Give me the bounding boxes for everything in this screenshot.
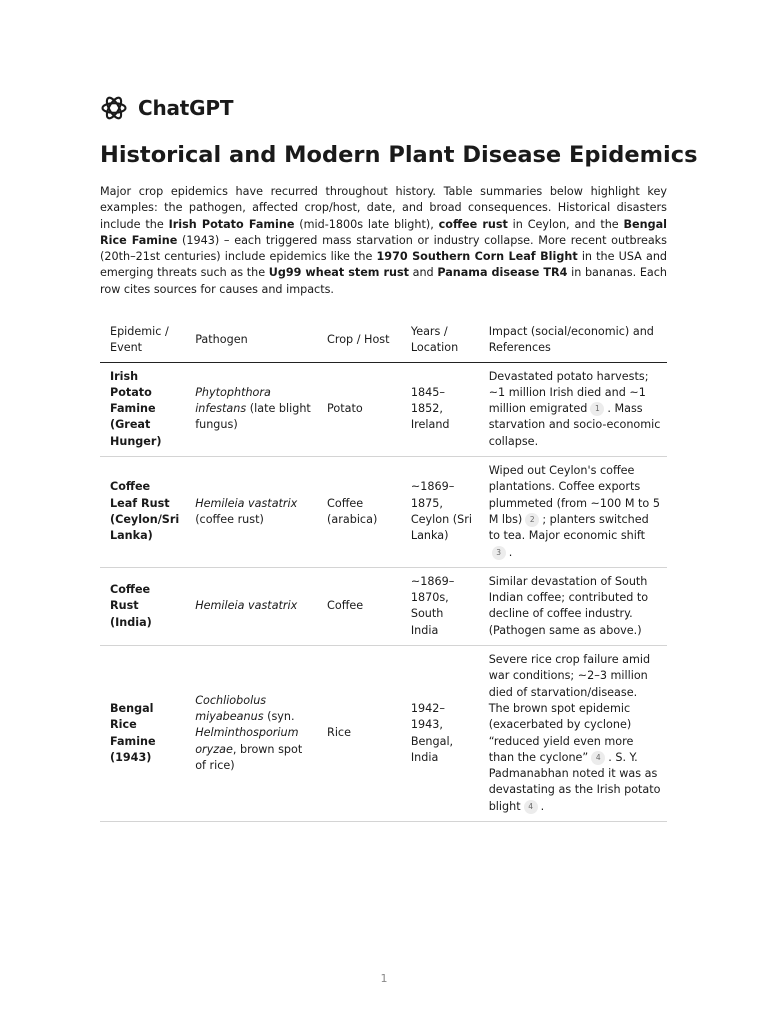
- table-row: [100, 362, 667, 456]
- citation-badge[interactable]: 4: [591, 751, 605, 765]
- page-number: 1: [380, 972, 388, 985]
- column-header-pathogen: Pathogen: [185, 320, 317, 362]
- pathogen-species: Cochliobolus miyabeanus: [195, 693, 267, 724]
- years-cell: ~1869–1870s, South India: [401, 567, 479, 645]
- pathogen-note: (late blight fungus): [195, 402, 311, 432]
- intro-text: Major crop epidemics have recurred throughout history. Table summaries below highlight key examples: the pathogen, affected crop/host, date, and broad consequences. Historical disasters include the: [100, 185, 667, 231]
- column-header-years: Years / Location: [401, 320, 479, 362]
- years-cell: 1942–1943, Bengal, India: [401, 646, 479, 822]
- brand-name: ChatGPT: [138, 96, 234, 120]
- pathogen-species: Hemileia vastatrix: [195, 599, 298, 613]
- column-header-crop: Crop / Host: [317, 320, 401, 362]
- intro-bold: Panama disease TR4: [437, 266, 568, 280]
- pathogen-cell: [185, 567, 317, 645]
- intro-bold: Bengal Rice Famine: [100, 217, 667, 247]
- impact-text: Devastated potato harvests; ~1 million Irish died and ~1 million emigrated: [488, 369, 649, 416]
- intro-bold: coffee rust: [438, 217, 508, 231]
- pathogen-species: Hemileia vastatrix: [195, 496, 298, 510]
- pathogen-cell: [185, 457, 317, 568]
- years-cell: 1845–1852, Ireland: [401, 362, 479, 456]
- pathogen-note: (coffee rust): [195, 512, 264, 526]
- document-title: Historical and Modern Plant Disease Epidemics: [100, 142, 698, 168]
- intro-text: (mid-1800s late blight),: [294, 217, 439, 231]
- pathogen-species: Phytophthora infestans: [195, 385, 271, 416]
- impact-text: Similar devastation of South Indian coffee; contributed to decline of coffee industry. (Pathogen same as above.): [488, 574, 649, 637]
- crop-cell: Coffee (arabica): [317, 457, 401, 568]
- impact-text: Severe rice crop failure amid war conditions; ~2–3 million died of starvation/disease. The brown spot epidemic (exacerbated by cyclone) “reduced yield even more than the cyclone”: [488, 653, 651, 764]
- impact-text: ; planters switched to tea. Major economic shift: [488, 512, 649, 543]
- pathogen-cell: [185, 646, 317, 822]
- intro-text: and: [408, 266, 438, 280]
- crop-cell: Coffee: [317, 567, 401, 645]
- impact-text: Wiped out Ceylon's coffee plantations. Coffee exports plummeted (from ~100 M to 5 M lbs): [488, 464, 660, 526]
- table-row: [100, 457, 667, 568]
- intro-text: in Ceylon, and the: [507, 217, 624, 231]
- citation-badge[interactable]: 2: [525, 513, 539, 527]
- impact-cell: [479, 567, 667, 645]
- openai-logo-icon: [100, 94, 128, 122]
- event-cell: Coffee Rust (India): [100, 567, 185, 645]
- impact-text: .: [508, 545, 513, 559]
- event-cell: Coffee Leaf Rust (Ceylon/Sri Lanka): [100, 457, 185, 568]
- pathogen-cell: [185, 362, 317, 456]
- citation-badge[interactable]: 3: [492, 546, 506, 560]
- years-cell: ~1869–1875, Ceylon (Sri Lanka): [401, 457, 479, 568]
- impact-text: . S. Y. Padmanabhan noted it was as devastating as the Irish potato blight: [488, 750, 661, 813]
- column-header-impact: Impact (social/economic) and References: [479, 320, 667, 362]
- crop-cell: Rice: [317, 646, 401, 822]
- table-header-row: [100, 320, 667, 362]
- impact-text: . Mass starvation and socio-economic collapse.: [488, 402, 661, 448]
- column-header-event: Epidemic / Event: [100, 320, 185, 362]
- impact-cell: [479, 646, 667, 822]
- pathogen-note: , brown spot of rice): [195, 742, 303, 772]
- table-row: [100, 567, 667, 645]
- intro-text: (1943) – each triggered mass starvation or industry collapse. More recent outbreaks (20th–21st centuries) include epidemics like the: [100, 233, 667, 264]
- intro-bold: 1970 Southern Corn Leaf Blight: [376, 250, 578, 264]
- intro-text: in bananas. Each row cites sources for causes and impacts.: [100, 266, 667, 296]
- intro-paragraph: [100, 184, 667, 298]
- pathogen-note: (syn.: [263, 710, 295, 724]
- pathogen-synonym: Helminthosporium oryzae: [195, 726, 299, 756]
- impact-text: .: [540, 799, 545, 813]
- citation-badge[interactable]: 1: [590, 402, 604, 416]
- impact-cell: [479, 362, 667, 456]
- intro-text: in the USA and emerging threats such as the: [100, 250, 668, 280]
- event-cell: Irish Potato Famine (Great Hunger): [100, 362, 185, 456]
- intro-bold: Ug99 wheat stem rust: [268, 266, 409, 280]
- intro-bold: Irish Potato Famine: [168, 217, 295, 231]
- citation-badge[interactable]: 4: [524, 800, 538, 814]
- table-row: [100, 646, 667, 822]
- crop-cell: Potato: [317, 362, 401, 456]
- impact-cell: [479, 457, 667, 568]
- event-cell: Bengal Rice Famine (1943): [100, 646, 185, 822]
- epidemics-table: [100, 320, 667, 822]
- brand-logo: [100, 94, 233, 122]
